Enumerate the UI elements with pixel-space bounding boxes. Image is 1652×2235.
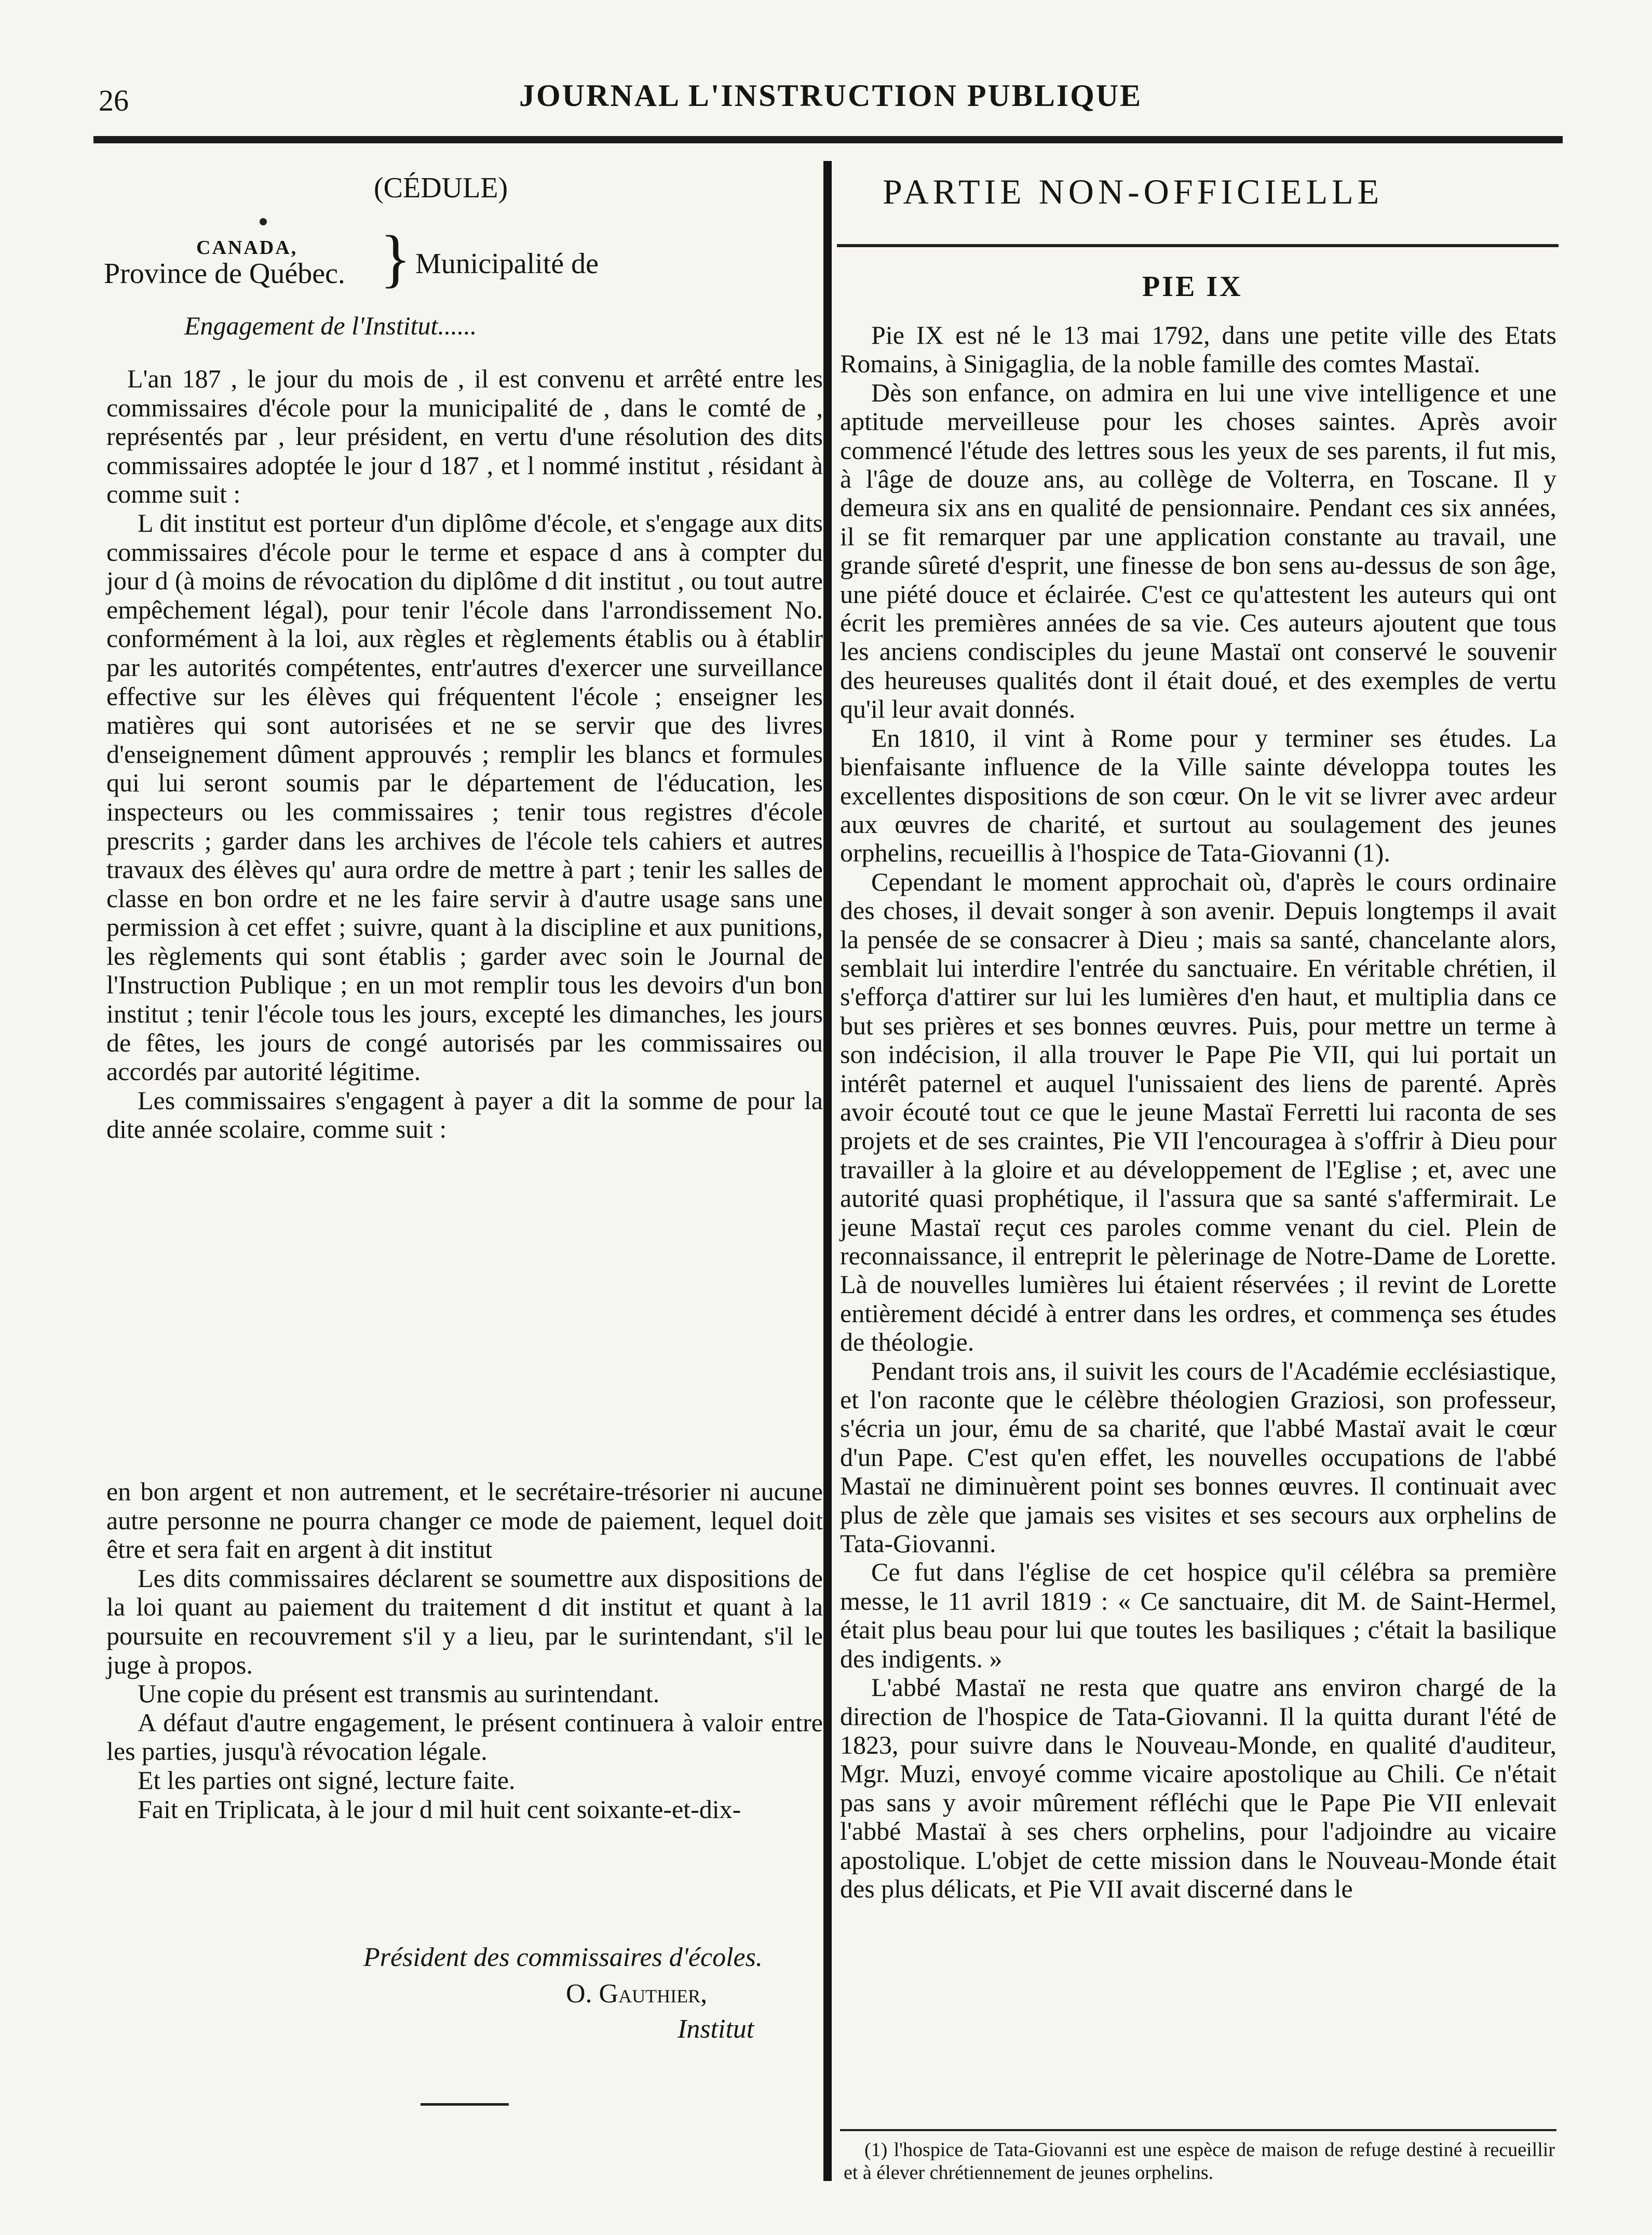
signer-name: O. Gauthier, <box>566 1979 708 2009</box>
article-title: PIE IX <box>1142 271 1243 303</box>
country-label: CANADA, <box>196 237 298 259</box>
article-paragraph: Pendant trois ans, il suivit les cours de l'Académie ecclésiastique, et l'on raconte que le célèbre théologien Graziosi, son professeur, s'écria un jour, ému de sa charité, que l'abbé Mastaï avait le cœur d'un Pape. C'est qu'en effet, les nouvelles occupations de l'abbé Mastaï ne diminuèrent point ses bonnes œuvres. Il continuait avec plus de zèle que jamais ses visites et ses secours aux orphelins de Tata-Giovanni. <box>840 1356 1556 1558</box>
municipality-label: Municipalité de <box>415 248 599 280</box>
footnote: (1) l'hospice de Tata-Giovanni est une espèce de maison de refuge destiné à recueillir et à élever chrétiennement de jeunes orphelins. <box>844 2139 1555 2184</box>
form-paragraph: Les commissaires s'engagent à payer a dit la somme de pour la dite année scolaire, comme suit : <box>106 1085 823 1144</box>
end-rule <box>421 2103 509 2106</box>
form-paragraph: L'an 187 , le jour du mois de , il est convenu et arrêté entre les commissaires d'école pour la municipalité de , dans le comté de , représentés par , leur président, en vertu d'une résolution des dits commissaires adoptée le jour d 187 , et l nommé institut , résidant à comme suit : <box>106 364 823 509</box>
form-paragraph: Les dits commissaires déclarent se soumettre aux dispositions de la loi quant au paiement du traitement d dit institut et quant à la poursuite en recouvrement s'il y a lieu, par le surintendant, s'il le juge à propos. <box>106 1563 823 1679</box>
form-paragraph: A défaut d'autre engagement, le présent continuera à valoir entre les parties, jusqu'à révocation légale. <box>106 1707 823 1766</box>
form-paragraph: en bon argent et non autrement, et le secrétaire-trésorier ni aucune autre personne ne pourra changer ce mode de paiement, lequel doit être et sera fait en argent à dit institut <box>106 1477 823 1564</box>
province-label: Province de Québec. <box>104 258 345 290</box>
cedule-heading: (CÉDULE) <box>374 172 508 204</box>
form-paragraph: L dit institut est porteur d'un diplôme d'école, et s'engage aux dits commissaires d'école pour le terme et espace d ans à compter du jour d (à moins de révocation du diplôme d dit institut , ou tout autre empêchement légal), pour tenir l'école dans l'arrondissement No. conformément à la loi, aux règles et règlements établis ou à établir par les autorités compétentes, entr'autres d'exercer une surveillance effective sur les élèves qui fréquentent l'école ; enseigner les matières qui sont autorisées et ne se servir que des livres d'enseignement dûment approuvés ; remplir les blancs et formules qui lui seront soumis par le département de l'éducation, les inspecteurs ou les commissaires ; tenir tous registres d'école prescrits ; garder dans les archives de l'école tels cahiers et autres travaux des élèves qu' aura ordre de mettre à part ; tenir les salles de classe en bon ordre et ne les faire servir à d'autre usage sans une permission à cet effet ; suivre, quant à la discipline et aux punitions, les règlements qui sont établis ; garder avec soin le Journal de l'Instruction Publique ; en un mot remplir tous les devoirs d'un bon institut ; tenir l'école tous les jours, excepté les dimanches, les jours de fêtes, les jours de congé autorisés par les commissaires ou accordés par autorité légitime. <box>106 508 823 1086</box>
section-title: PARTIE NON-OFFICIELLE <box>883 172 1384 211</box>
footnote-rule <box>840 2129 1556 2131</box>
article-paragraph: Ce fut dans l'église de cet hospice qu'il célébra sa première messe, le 11 avril 1819 : « Ce sanctuaire, dit M. de Saint-Hermel, était plus beau pour lui que toutes les basiliques ; c'était la basilique des indigents. » <box>840 1557 1556 1673</box>
page-number: 26 <box>99 84 129 117</box>
form-body-2 <box>106 1477 823 1824</box>
article-body <box>840 321 1556 1903</box>
article-paragraph: Pie IX est né le 13 mai 1792, dans une petite ville des Etats Romains, à Sinigaglia, de la noble famille des comtes Mastaï. <box>840 320 1556 379</box>
signer-title: Institut <box>678 2014 754 2044</box>
article-paragraph: En 1810, il vint à Rome pour y terminer ses études. La bienfaisante influence de la Ville sainte développa toutes les excellentes dispositions de son cœur. On le vit se livrer avec ardeur aux œuvres de charité, et surtout au soulagement des jeunes orphelins, recueillis à l'hospice de Tata-Giovanni (1). <box>840 723 1556 868</box>
brace-mark: } <box>380 223 411 294</box>
engagement-heading: Engagement de l'Institut...... <box>184 311 477 340</box>
form-paragraph: Et les parties ont signé, lecture faite. <box>138 1765 516 1795</box>
article-paragraph: Cependant le moment approchait où, d'après le cours ordinaire des choses, il devait songer à son avenir. Depuis longtemps il avait la pensée de se consacrer à Dieu ; mais sa santé, chancelante alors, semblait lui interdire l'entrée du sanctuaire. En véritable chrétien, il s'efforça d'attirer sur lui les lumières d'en haut, et multiplia dans ce but ses prières et ses bonnes œuvres. Puis, pour mettre un terme à son indécision, il alla trouver le Pape Pie VII, qui lui portait un intérêt paternel et auquel l'unissaient des liens de parenté. Après avoir écouté tout ce que le jeune Mastaï Ferretti lui raconta de ses projets et de ses craintes, Pie VII l'encouragea à s'offrir à Dieu pour travailler à la gloire et au développement de l'Eglise ; et, avec une autorité quasi prophétique, il l'assura que sa santé s'affermirait. Le jeune Mastaï reçut ces paroles comme venant du ciel. Plein de reconnaissance, il entreprit le pèlerinage de Notre-Dame de Lorette. Là de nouvelles lumières lui étaient réservées ; il revint de Lorette entièrement décidé à entrer dans les ordres, et commença ses études de théologie. <box>840 867 1556 1357</box>
form-paragraph: Une copie du présent est transmis au surintendant. <box>138 1679 660 1708</box>
president-line: Président des commissaires d'écoles. <box>363 1943 763 1972</box>
form-body-1 <box>106 365 823 1144</box>
column-rule <box>823 161 832 2181</box>
running-title: JOURNAL L'INSTRUCTION PUBLIQUE <box>519 78 1143 113</box>
dot-mark <box>260 218 267 225</box>
form-paragraph: Fait en Triplicata, à le jour d mil huit cent soixante-et-dix- <box>138 1794 741 1824</box>
article-paragraph: L'abbé Mastaï ne resta que quatre ans environ chargé de la direction de l'hospice de Tata-Giovanni. Il la quitta durant l'été de 1823, pour suivre dans le Nouveau-Monde, en qualité d'auditeur, Mgr. Muzi, envoyé comme vicaire apostolique au Chili. Ce n'était pas sans y avoir mûrement réfléchi que le Pape Pie VII enlevait l'abbé Mastaï à ses chers orphelins, pour l'adjoindre au vicaire apostolique. L'objet de cette mission dans le Nouveau-Monde était des plus délicats, et Pie VII avait discerné dans le <box>840 1673 1556 1903</box>
article-paragraph: Dès son enfance, on admira en lui une vive intelligence et une aptitude merveilleuse pour les choses saintes. Après avoir commencé l'étude des lettres sous les yeux de ses parents, il fut mis, à l'âge de douze ans, au collège de Volterra, en Toscane. Il y demeura six ans en qualité de pensionnaire. Pendant ces six années, il se fit remarquer par une application constante au travail, une grande sûreté d'esprit, une finesse de bon sens au-dessus de son âge, une piété douce et éclairée. C'est ce qu'attestent les auteurs qui ont écrit les premières années de sa vie. Ces auteurs ajoutent que tous les anciens condisciples du jeune Mastaï ont conservé le souvenir des heureuses qualités dont il était doué, et des exemples de vertu qu'il leur avait donnés. <box>840 378 1556 724</box>
header-rule <box>93 136 1563 143</box>
section-rule <box>837 244 1559 247</box>
